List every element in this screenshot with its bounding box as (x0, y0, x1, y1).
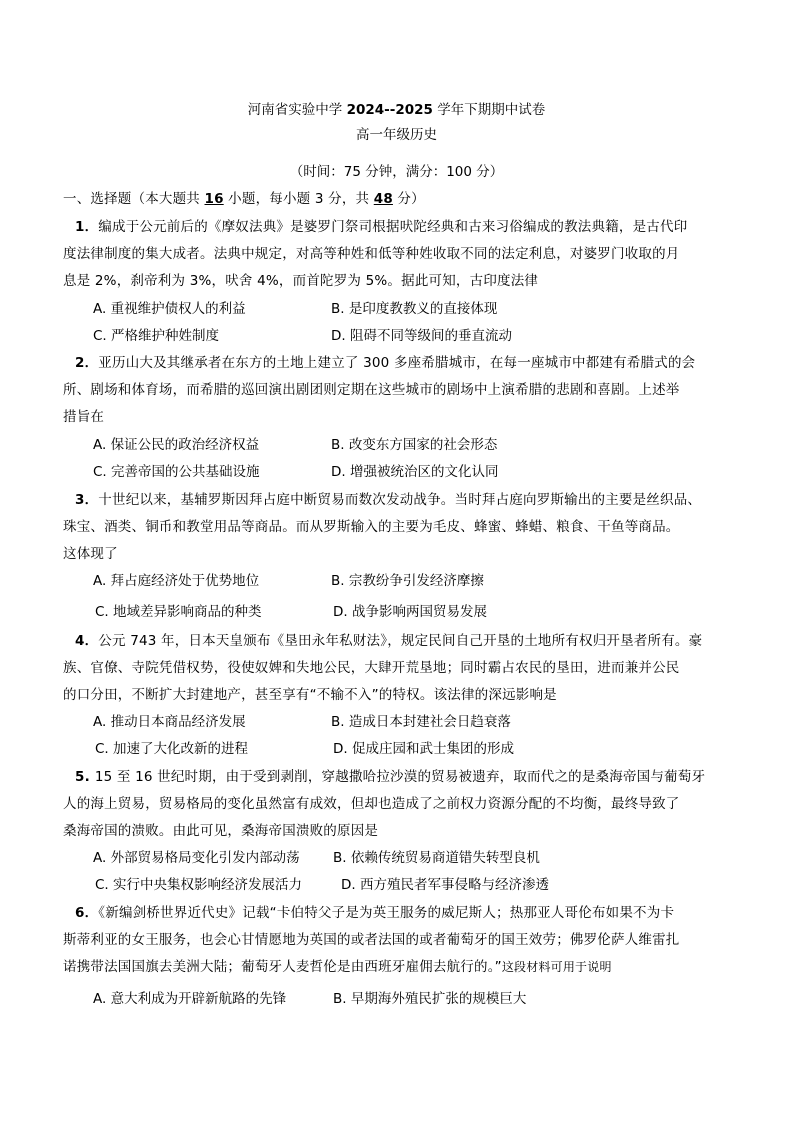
question-stem: 度法律制度的集大成者。法典中规定，对高等种姓和低等种姓收取不同的法定利息，对婆罗门收取的月 (63, 246, 680, 262)
question-stem: 桑海帝国的溃败。由此可见，桑海帝国溃败的原因是 (63, 823, 379, 839)
exam-subtitle: 高一年级历史 (356, 127, 437, 143)
question-stem: 珠宝、酒类、铜币和教堂用品等商品。而从罗斯输入的主要为毛皮、蜂蜜、蜂蜡、粮食、干鱼等商品。 (63, 519, 680, 535)
title-school: 河南省实验中学 (247, 102, 347, 118)
option-a: A. 重视维护债权人的利益 (93, 301, 246, 317)
option-d: D. 增强被统治区的文化认同 (331, 464, 499, 480)
title-term: 学年下期期中试卷 (432, 102, 546, 118)
question-stem: 的口分田，不断扩大封建地产，甚至享有“不输不入”的特权。该法律的深远影响是 (63, 687, 557, 703)
exam-title (0, 98, 793, 118)
question-stem: 人的海上贸易，贸易格局的变化虽然富有成效，但却也造成了之前权力资源分配的不均衡，最终导致了 (63, 796, 680, 812)
option-a: A. 保证公民的政治经济权益 (93, 437, 260, 453)
question-stem: 4．公元 743 年，日本天皇颁布《垦田永年私财法》，规定民间自己开垦的土地所有权归开垦者所有。豪 (75, 633, 703, 649)
option-b: B. 宗教纷争引发经济摩擦 (331, 573, 484, 589)
question-stem: 1．编成于公元前后的《摩奴法典》是婆罗门祭司根据吠陀经典和古来习俗编成的教法典籍，是古代印 (75, 219, 688, 235)
option-b: B. 依赖传统贸易商道错失转型良机 (333, 850, 540, 866)
option-a: A. 意大利成为开辟新航路的先锋 (93, 991, 287, 1007)
title-years: 2024--2025 (346, 102, 433, 118)
option-a: A. 拜占庭经济处于优势地位 (93, 573, 260, 589)
option-c: C. 严格维护种姓制度 (93, 328, 220, 344)
question-stem: 斯蒂利亚的女王服务，也会心甘情愿地为英国的或者法国的或者葡萄牙的国王效劳；佛罗伦萨人维雷扎 (63, 932, 680, 948)
option-d: D. 战争影响两国贸易发展 (333, 604, 487, 620)
option-b: B. 是印度教教义的直接体现 (331, 301, 498, 317)
section-heading: 一、选择题（本大题共 16 小题，每小题 3 分，共 48 分） (63, 191, 425, 207)
question-stem: 所、剧场和体育场，而希腊的巡回演出剧团则定期在这些城市的剧场中上演希腊的悲剧和喜剧。上述举 (63, 382, 680, 398)
question-stem: 措旨在 (63, 409, 105, 425)
question-stem: 诺携带法国国旗去美洲大陆；葡萄牙人麦哲伦是由西班牙雇佣去航行的。”这段材料可用于说明 (63, 959, 612, 975)
question-stem: 6．《新编剑桥世界近代史》记载“卡伯特父子是为英王服务的威尼斯人；热那亚人哥伦布如果不为卡 (75, 905, 675, 921)
exam-info: （时间：75 分钟，满分：100 分） (289, 164, 504, 180)
question-stem: 这体现了 (63, 546, 118, 562)
option-b: B. 造成日本封建社会日趋衰落 (331, 714, 511, 730)
question-stem: 2．亚历山大及其继承者在东方的土地上建立了 300 多座希腊城市，在每一座城市中都建有希腊式的会 (75, 355, 696, 371)
option-a: A. 外部贸易格局变化引发内部动荡 (93, 850, 300, 866)
option-d: D. 阻碍不同等级间的垂直流动 (331, 328, 512, 344)
option-b: B. 改变东方国家的社会形态 (331, 437, 498, 453)
option-c: C. 实行中央集权影响经济发展活力 (95, 877, 303, 893)
option-c: C. 完善帝国的公共基础设施 (93, 464, 260, 480)
option-c: C. 地域差异影响商品的种类 (95, 604, 262, 620)
option-a: A. 推动日本商品经济发展 (93, 714, 246, 730)
option-c: C. 加速了大化改新的进程 (95, 741, 249, 757)
option-d: D. 西方殖民者军事侵略与经济渗透 (341, 877, 549, 893)
question-stem: 5. 15 至 16 世纪时期，由于受到剥削，穿越撒哈拉沙漠的贸易被遗弃，取而代之的是桑海帝国与葡萄牙 (75, 769, 706, 785)
option-d: D. 促成庄园和武士集团的形成 (333, 741, 514, 757)
question-stem: 息是 2%，刹帝利为 3%，吠舍 4%，而首陀罗为 5%。据此可知，古印度法律 (63, 273, 539, 289)
question-stem: 3．十世纪以来，基辅罗斯因拜占庭中断贸易而数次发动战争。当时拜占庭向罗斯输出的主要是丝织品、 (75, 492, 702, 508)
option-b: B. 早期海外殖民扩张的规模巨大 (333, 991, 527, 1007)
question-stem: 族、官僚、寺院凭借权势，役使奴婢和失地公民，大肆开荒垦地；同时霸占农民的垦田，进而兼并公民 (63, 660, 680, 676)
